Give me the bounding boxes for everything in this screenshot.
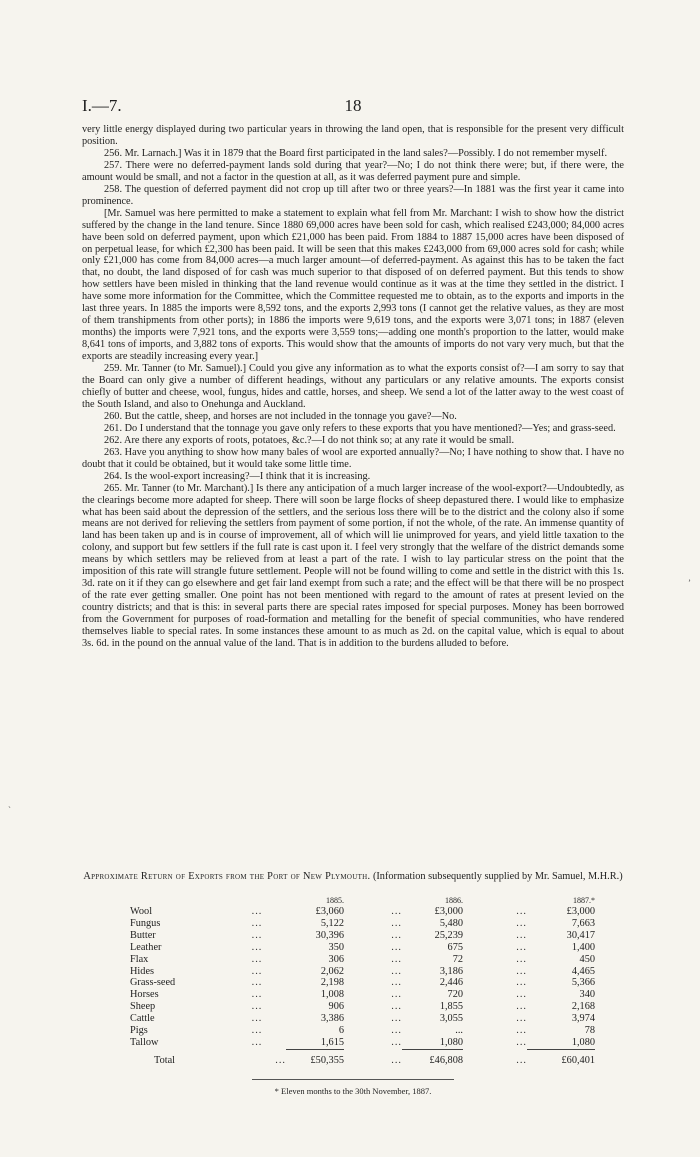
table-row — [130, 942, 595, 954]
dot-leader: ... — [516, 977, 527, 989]
year-header: 1886. — [445, 896, 463, 905]
value-1885: 1,008 — [320, 989, 344, 1001]
value-1885: 2,062 — [320, 965, 344, 977]
dot-leader: ... — [251, 941, 263, 953]
paragraph: 258. The question of deferred payment did not crop up till after two or three years?—In 1881 was the first year it came into prominence. — [82, 183, 624, 207]
value-1886: ... — [455, 1025, 463, 1037]
export-label: Wool — [130, 906, 153, 917]
dot-leader: ... — [391, 989, 402, 1001]
year-header: 1887.* — [573, 896, 595, 905]
dot-leader: ... — [391, 929, 402, 941]
value-1887: 450 — [579, 953, 595, 965]
margin-mark: ˎ — [8, 798, 11, 808]
table-row — [130, 918, 595, 930]
value-1886: 675 — [447, 941, 463, 953]
page-number: 18 — [344, 96, 362, 115]
dot-leader: ... — [391, 953, 402, 965]
table-row — [130, 906, 595, 918]
dot-leader: ... — [516, 1054, 527, 1066]
table-row — [130, 977, 595, 989]
value-1887: 30,417 — [566, 929, 595, 941]
table-row — [130, 989, 595, 1001]
dot-leader: ... — [516, 965, 527, 977]
evidence-text — [82, 124, 624, 650]
table-row — [130, 930, 595, 942]
value-1885: 906 — [328, 1001, 344, 1013]
dot-leader: ... — [516, 941, 527, 953]
page-header — [82, 96, 624, 116]
value-1885: 306 — [328, 953, 344, 965]
dot-leader: ... — [516, 1025, 527, 1037]
value-1887: 1,080 — [571, 1036, 595, 1048]
value-1887: 7,663 — [571, 917, 595, 929]
dot-leader: ... — [516, 953, 527, 965]
dot-leader: ... — [391, 917, 402, 929]
dot-leader: ... — [251, 1037, 263, 1049]
dot-leader: ... — [391, 965, 402, 977]
table-row — [130, 1037, 595, 1049]
value-1886: 5,480 — [439, 917, 463, 929]
total-label: Total — [154, 1054, 176, 1066]
total-1887: £60,401 — [527, 1049, 595, 1066]
dot-leader: ... — [516, 1001, 527, 1013]
paragraph: 261. Do I understand that the tonnage you gave only refers to these exports that you have mentioned?—Yes; and grass-seed. — [104, 422, 616, 434]
export-label: Flax — [130, 953, 149, 965]
paragraph: 256. Mr. Larnach.] Was it in 1879 that the Board first participated in the land sales?—Possibly. I do not remember myself. — [104, 147, 608, 159]
export-label: Grass-seed — [130, 977, 176, 989]
value-1887: 2,168 — [571, 1001, 595, 1013]
dot-leader: ... — [516, 989, 527, 1001]
export-label: Fungus — [130, 917, 161, 929]
value-1887: 78 — [584, 1025, 595, 1037]
value-1886: 25,239 — [434, 929, 463, 941]
value-1887: 5,366 — [571, 977, 595, 989]
dot-leader: ... — [516, 917, 527, 929]
paragraph: 265. Mr. Tanner (to Mr. Marchant).] Is there any anticipation of a much larger increase of the wool-export?—Undoubtedly, as the clearings become more adapted for sheep. There will soon be large flocks of sheep depastured there. I would like to emphasize what has been said about the depression of the settlers, and the serious loss there will be to the district and the colony also if some means are not derived for relieving the settlers from payment of some portion, if not the whole, of the rate. An immense quantity of land has been taken up and is in course of improvement, all of which will lie unimproved for years, and yield little taxation to the colony, and support but few settlers if the full rate is cast upon it. I feel very strongly that the welfare of the district demands some means by which settlers may be relieved from at least a part of the rate. I wish to lay particular stress on the point that the imposition of this rate will strangle future settlement. People will not be found willing to come and settle in the district with this 1s. 3d. rate on it if they can go elsewhere and get fair land exempt from such a rate; and the effect will be that there will be no prospect of the rate ever getting smaller. One point has not been mentioned with regard to the amount of rates at present levied on the country districts; and that is this: in several parts there are special rates imposed for special purposes. Money has been borrowed from the Government for purposes of road-formation and metalling for the benefit of special communities, who have rendered themselves liable to special rates. In some instances these amount to as much as 2d. on the capital value, which is equal to about 3s. 6d. in the pound on the annual value of the land. That is in addition to the burdens alluded to before. — [82, 482, 624, 649]
value-1885: 1,615 — [320, 1036, 344, 1048]
export-label: Leather — [130, 941, 162, 953]
dot-leader: ... — [516, 1013, 527, 1025]
dot-leader: ... — [516, 906, 527, 917]
paragraph: 262. Are there any exports of roots, potatoes, &c.?—I do not think so; at any rate it would be small. — [104, 434, 515, 446]
paragraph: 263. Have you anything to show how many bales of wool are exported annually?—No; I have nothing to show that. I have no doubt that it could be obtained, but it would take some little time. — [82, 446, 624, 470]
table-row — [130, 1001, 595, 1013]
export-label: Horses — [130, 989, 159, 1001]
value-1886: 720 — [447, 989, 463, 1001]
value-1885: £3,060 — [315, 906, 344, 917]
value-1886: 3,186 — [439, 965, 463, 977]
dot-leader: ... — [391, 941, 402, 953]
document-reference: I.—7. — [82, 96, 122, 115]
value-1886: 1,855 — [439, 1001, 463, 1013]
export-label: Sheep — [130, 1001, 156, 1013]
dot-leader: ... — [251, 1013, 263, 1025]
export-label: Tallow — [130, 1037, 159, 1049]
dot-leader: ... — [391, 1025, 402, 1037]
dot-leader: ... — [251, 965, 263, 977]
table-row — [130, 1025, 595, 1037]
total-row — [130, 1049, 595, 1066]
dot-leader: ... — [251, 906, 263, 917]
dot-leader: ... — [516, 1037, 527, 1049]
table-row — [130, 954, 595, 966]
footnote-divider — [252, 1079, 454, 1080]
value-1885: 6 — [338, 1025, 344, 1037]
dot-leader: ... — [251, 953, 263, 965]
dot-leader: ... — [251, 989, 263, 1001]
table-row — [130, 1013, 595, 1025]
margin-mark: ʼ — [688, 578, 691, 588]
dot-leader: ... — [391, 977, 402, 989]
dot-leader: ... — [391, 1001, 402, 1013]
table-title-main: Approximate Return of Exports from the Port of New Plymouth. — [83, 871, 371, 882]
dot-leader: ... — [251, 977, 263, 989]
value-1885: 30,396 — [315, 929, 344, 941]
value-1885: 2,198 — [320, 977, 344, 989]
value-1887: 3,974 — [571, 1013, 595, 1025]
paragraph: 259. Mr. Tanner (to Mr. Samuel).] Could you give any information as to what the exports consist of?—I am sorry to say that the Board can only give a number of different headings, without any particulars or any relative amounts. The exports consist chiefly of butter and cheese, wool, fungus, hides and cattle, horses, and sheep. We send a lot of the latter away to the west coast of the South Island, and also to Onehunga and Auckland. — [82, 363, 624, 410]
dot-leader: ... — [251, 917, 263, 929]
table-row — [130, 966, 595, 978]
value-1885: 350 — [328, 941, 344, 953]
paragraph: very little energy displayed during two particular years in throwing the land open, that is responsible for the present very difficult position. — [82, 124, 624, 147]
exports-table — [130, 896, 595, 1067]
export-label: Butter — [130, 929, 156, 941]
value-1887: £3,000 — [566, 906, 595, 917]
year-header: 1885. — [326, 896, 344, 905]
export-label: Pigs — [130, 1025, 148, 1037]
total-1886: £46,808 — [402, 1049, 463, 1066]
table-title-note: (Information subsequently supplied by Mr. Samuel, M.H.R.) — [372, 871, 623, 882]
dot-leader: ... — [251, 1001, 263, 1013]
paragraph: [Mr. Samuel was here permitted to make a statement to explain what fell from Mr. Marchant: I wish to show how the district suffered by the change in the land tenure. Since 1880 69,000 acres have been sold for cash, which realised £243,000; 84,000 acres have been sold on deferred payment, upon which £21,000 has been paid. From 1884 to 1887 15,000 acres have been disposed of on perpetual lease, for which £2,300 has been paid. It will be seen that this makes £243,000 from 69,000 acres sold for cash; while only £21,000 has come from 84,000 acres—a much larger amount—of deferred-payment. As against this has to be taken the fact that, no doubt, the land disposed of for cash was much superior to that disposed of on deferred payment. But this tends to show how settlers have been misled in thinking that the land revenue would continue as it was at the time they settled in the district. I have some more information for the Committee, which the Committee requested me to obtain, as to the exports and imports in the last three years. In 1885 the imports were 8,592 tons, and the exports 2,993 tons (I cannot get the relative values, as they are most of them transhipments from other ports); in 1886 the imports were 9,619 tons, and the exports were 3,071 tons; in 1887 (eleven months) the imports were 7,921 tons, and the exports were 3,559 tons;—adding one month's proportion to the latter, would make 8,641 tons of imports, and 3,882 tons of exports. This would show that the amounts of imports do not vary very much, but that the exports are steadily increasing every year.] — [82, 207, 624, 363]
value-1887: 4,465 — [571, 965, 595, 977]
value-1887: 340 — [579, 989, 595, 1001]
value-1886: 3,055 — [439, 1013, 463, 1025]
value-1887: 1,400 — [571, 941, 595, 953]
dot-leader: ... — [516, 929, 527, 941]
export-label: Cattle — [130, 1013, 155, 1025]
value-1885: 5,122 — [320, 917, 344, 929]
dot-leader: ... — [391, 1013, 402, 1025]
paragraph: 264. Is the wool-export increasing?—I think that it is increasing. — [104, 470, 371, 482]
total-1885: £50,355 — [286, 1049, 344, 1066]
table-title — [82, 871, 624, 883]
footnote: * Eleven months to the 30th November, 1887. — [274, 1086, 432, 1096]
export-label: Hides — [130, 965, 155, 977]
value-1886: £3,000 — [434, 906, 463, 917]
paragraph: 260. But the cattle, sheep, and horses are not included in the tonnage you gave?—No. — [104, 410, 457, 422]
value-1886: 1,080 — [439, 1036, 463, 1048]
dot-leader: ... — [391, 906, 402, 917]
value-1886: 2,446 — [439, 977, 463, 989]
dot-leader: ... — [391, 1054, 402, 1066]
paragraph: 257. There were no deferred-payment lands sold during that year?—No; I do not think there were; but, if there were, the amount would be small, and not a factor in the question at all, as it was deferred payment pure and simple. — [82, 159, 624, 183]
value-1886: 72 — [452, 953, 463, 965]
dot-leader: ... — [251, 1025, 263, 1037]
dot-leader: ... — [251, 929, 263, 941]
dot-leader: ... — [275, 1054, 286, 1066]
dot-leader: ... — [391, 1037, 402, 1049]
value-1885: 3,386 — [320, 1013, 344, 1025]
table-header-row — [130, 896, 595, 906]
